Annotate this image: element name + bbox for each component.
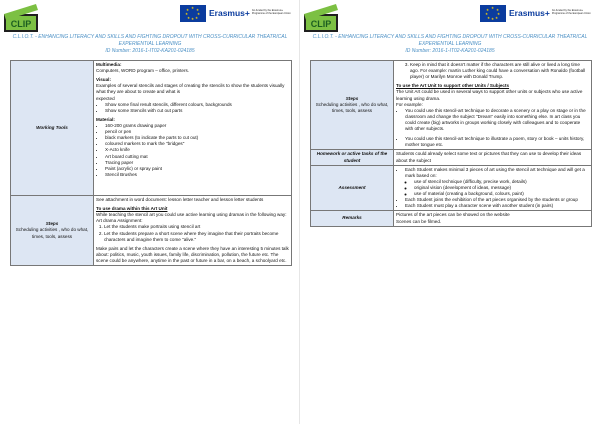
list-item: • Tracing paper [105, 160, 289, 166]
list-item: • black markers (to indicate the parts to cut out) [105, 135, 289, 141]
steps-continued-content [394, 61, 592, 150]
erasmus-subtitle: Co-funded by the Erasmus+ Programme of the European Union [551, 9, 591, 15]
row-remarks [311, 211, 592, 226]
list-item: 1. Let the students make portraits using stencil art [104, 224, 289, 230]
list-item: • Each Student must play a character scene with another student (in pairs) [405, 203, 589, 209]
list-item: ◦ original vision (development of ideas, message) [414, 185, 589, 191]
clapperboard-logo-icon [302, 2, 342, 34]
support-text: The Unit Art could be used in several ways to support other units or subjects who use active learning using drama. [396, 89, 583, 101]
erasmus-subtitle: Co-funded by the Erasmus+ Programme of the European Union [251, 9, 291, 15]
assessment-label: Assessment [311, 165, 394, 211]
lesson-table-left [10, 60, 292, 266]
erasmus-logo [180, 4, 298, 22]
support-list [396, 108, 589, 149]
project-title: C.L.I.O.T. - ENHANCING LITERACY AND SKILLS AND FIGHTING DROPOUT WITH CROSS-CURRICULAR THEATRICAL EXPERIENTIAL LEARNING [312, 34, 588, 47]
list-item: • Each Student joins the exhibition of the art pieces organised by the students or group [405, 197, 589, 203]
assignment-steps-cont [396, 62, 589, 80]
list-item: 3. Keep in mind that it doesn't matter if the characters are still alive or lived a long time ago. For example: martin Luther king could have a conversation with Ronaldo (football player) or Marilyn Monroe with Donald Trump. [410, 62, 589, 80]
visual-text: Examples of several stencils and stages of creating the stencils to show the students visually what they are about to create and what is [96, 83, 285, 95]
row-working-tools [11, 61, 292, 196]
erasmus-wordmark: Erasmus+ [209, 8, 250, 18]
steps-label-title: Steps [45, 221, 59, 227]
steps-content [94, 196, 292, 266]
list-item: • Art board cutting mat [105, 154, 289, 160]
multimedia-title: Multimedia: [96, 62, 122, 67]
erasmus-wordmark: Erasmus+ [509, 8, 550, 18]
assignment-title: Art drama Assignment: [96, 218, 143, 224]
remarks-label: Remarks [311, 211, 394, 226]
support-title: To use the Art Unit to support other Units / Subjects [396, 83, 510, 89]
project-number: ID Number: 2016-1-IT02-KA201-024185 [105, 47, 195, 54]
project-header [304, 34, 596, 54]
clip-logo-text: CLIP [10, 19, 32, 29]
list-item: • Show some final result stencils, different colours, backgrounds [105, 102, 289, 108]
eu-flag-icon: ★ ★ ★ ★ ★ ★ ★ ★ [480, 5, 506, 22]
eu-flag-icon: ★ ★ ★ ★ ★ ★ ★ ★ [180, 5, 206, 22]
steps-label [11, 196, 94, 266]
drama-use-title: To use drama within this Art Unit [96, 206, 168, 212]
clip-logo-text: CLIP [310, 19, 332, 29]
list-item: ◦ use of stencil technique (difficulty, precise work, details) [414, 179, 589, 185]
clapperboard-logo-icon [2, 2, 42, 34]
working-tools-content [94, 61, 292, 196]
remarks-text-2: Scenes can be filmed. [396, 218, 442, 224]
lesson-table-right [310, 60, 592, 227]
example-label: For example: [396, 101, 423, 107]
row-steps [11, 196, 292, 266]
list-item [405, 167, 589, 198]
assessment-bullet-1: Each Student makes minimal 3 pieces of art using the stencil art technique and will get a mark based on: [405, 166, 585, 178]
list-item: • You could use this stencil-art technique to decorate a scenery or a play on stage or in the classroom and change the subject "Dream" easily into something else. In art class you could create (big) artworks in groups working closely with colleagues and to cooperate with other subjects. [405, 108, 589, 132]
row-assessment [311, 165, 592, 211]
project-header [4, 34, 296, 54]
remarks-text: Pictures of the art pieces can be showed on the website [396, 212, 510, 218]
project-number: ID Number: 2016-1-IT02-KA201-024185 [405, 47, 495, 54]
right-page [300, 0, 600, 424]
steps-intro: See attachment in word document: lesson letter teacher and lesson letter students [96, 197, 264, 202]
assessment-sublist [405, 179, 589, 197]
steps-label-title: Steps [345, 96, 359, 102]
list-item: ◦ use of material (creating a background, colours, paint) [414, 191, 589, 197]
material-title: Material: [96, 116, 115, 122]
list-item: • X-Acto knife [105, 147, 289, 153]
project-title: C.L.I.O.T. - ENHANCING LITERACY AND SKILLS AND FIGHTING DROPOUT WITH CROSS-CURRICULAR THEATRICAL EXPERIENTIAL LEARNING [12, 34, 288, 47]
visual-list [96, 102, 289, 114]
steps-label-sub: Scheduling activities , who do what, times, tools, assess [15, 227, 89, 239]
multimedia-text: Computers, WORD program – office, printers. [96, 68, 190, 74]
row-homework [311, 150, 592, 165]
list-item: • pencil or pen [105, 129, 289, 135]
list-item: • Paint (acrylic) or spray paint [105, 166, 289, 172]
homework-label: Homework or active tasks of the student [311, 150, 394, 165]
list-item: • coloured markers to mark the "bridges" [105, 141, 289, 147]
remarks-content [394, 211, 592, 226]
list-item: • Stencil Brushes [105, 172, 289, 178]
list-item: • You could use this stencil-art technique to illustrate a poem, story or book – units history, mother tongue etc. [405, 136, 589, 148]
working-tools-label: Working Tools [11, 61, 94, 196]
steps-label-sub: Scheduling activities , who do what, times, tools, assess [315, 102, 389, 114]
assessment-content [394, 165, 592, 211]
row-steps-continued [311, 61, 592, 150]
assessment-list [396, 167, 589, 210]
erasmus-logo [480, 4, 598, 22]
material-list [96, 123, 289, 178]
assignment-closing: Make pairs and let the characters create a scene where they have an interesting 5 minutes talk about: politics, music, youth issues, family life, discrimination, pollution, the future etc. The scene could be anywhere, anytime in the past or future in a bar, on a beach, a schoolyard etc. [96, 245, 289, 263]
assignment-steps [96, 224, 289, 242]
list-item: • Show some Stencils with cut out parts [105, 108, 289, 114]
drama-use-text: While teaching the stencil art you could use active learning using dramas in the following way: [96, 212, 287, 218]
steps-label [311, 61, 394, 150]
homework-content: Students could already select some text or pictures that they can use to develop their ideas about the subject [394, 150, 592, 165]
visual-expected: expected [96, 95, 115, 101]
list-item: • 160-200 grams drawing paper [105, 123, 289, 129]
visual-title: Visual: [96, 77, 111, 83]
list-item: 2. Let the students prepare a short scene where they imagine that their portraits become characters and imagine them to come "alive." [104, 231, 289, 243]
